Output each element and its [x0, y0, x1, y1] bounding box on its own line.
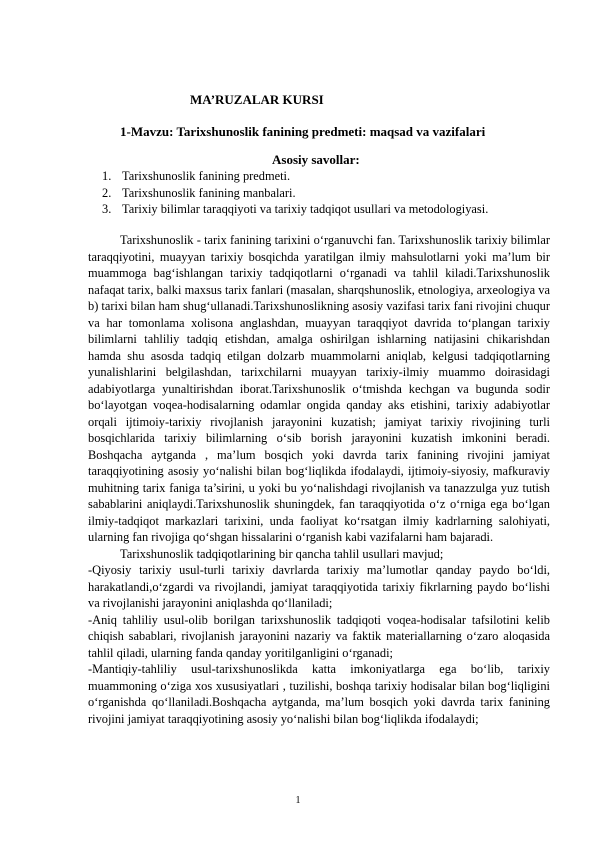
- paragraph-logical-method: -Mantiqiy-tahliliy usul-tarixshunoslikda katta imkoniyatlarga ega bo‘lib, tarixiy muammoning o‘ziga xos xususiyatlari , tuzilishi, boshqa tarixiy hodisalar bilan bog‘liqligini o‘rganishda qo‘llaniladi.Boshqacha aytganda, ma’lum bosqich yoki davrda tarix fanining rivojini jamiyat taraqqiyotining asosiy yo‘nalishi bilan bog‘liqlikda ifodalaydi;: [88, 662, 550, 726]
- question-number: 3.: [102, 202, 112, 216]
- question-number: 1.: [102, 169, 112, 183]
- question-item: [102, 201, 488, 218]
- paragraph-analytical-method: -Aniq tahliliy usul-olib borilgan tarixshunoslik tadqiqoti voqea-hodisalar tafsilotini kelib chiqish sabablari, rivojlanish jarayonini nazariy va faktik materiallarning o‘zaro aloqasida tahlil qiladi, ularning fanda qanday yoritilganligini o‘rganadi;: [88, 612, 550, 660]
- paragraph-comparative-method: -Qiyosiy tarixiy usul-turli tarixiy davrlarda tarixiy ma’lumotlar qanday paydo bo‘ldi, harakatlandi,o‘zgardi va rivojlandi, jamiyat taraqqiyotida tarixiy fikrlarning paydo bo‘lishi va rivojlanishi jarayonini aniqlashda qo‘llaniladi;: [88, 563, 550, 610]
- page-number: 1: [295, 795, 301, 806]
- question-text: Tarixiy bilimlar taraqqiyoti va tarixiy tadqiqot usullari va metodologiyasi.: [122, 202, 489, 216]
- question-item: [102, 185, 488, 202]
- body-text: [88, 232, 550, 727]
- question-text: Tarixshunoslik fanining manbalari.: [122, 185, 296, 200]
- questions-heading: Asosiy savollar:: [272, 152, 360, 167]
- question-number: 2.: [102, 185, 112, 200]
- questions-list: [102, 168, 488, 218]
- question-item: [102, 168, 488, 185]
- paragraph-methods-intro: Tarixshunoslik tadqiqotlarining bir qancha tahlil usullari mavjud;: [120, 546, 444, 561]
- question-text: Tarixshunoslik fanining predmeti.: [122, 169, 291, 183]
- lecture-title: 1-Mavzu: Tarixshunoslik fanining predmeti: maqsad va vazifalari: [120, 124, 486, 139]
- course-title: MA’RUZALAR KURSI: [190, 92, 324, 107]
- paragraph-intro: Tarixshunoslik - tarix fanining tarixini o‘rganuvchi fan. Tarixshunoslik tarixiy bilimlar taraqqiyotini, muayyan tarixiy bosqichda yaratilgan ilmiy mahsulotlarni yoki ma’lum bir muammoga bag‘ishlangan tarixiy tadqiqotlarni o‘rganadi va tahlil kiladi.Tarixshunoslik nafaqat tarix, balki maxsus tarix fanlari (masalan, sharqshunoslik, etnologiya, arxeologiya va b) tarixi bilan ham shug‘ullanadi.Tarixshunoslikning asosiy vazifasi tarix fani rivojini chuqur va har tomonlama xolisona anglashdan, muayyan taraqqiyot davrida to‘plangan tarixiy bilimlarni tahliliy tadqiq etishdan, amalga oshirilgan ishlarning natijasini chikarishdan hamda shu asosda tadqiq etilgan dolzarb muammolarni aniqlab, kelgusi tadqiqotlarning yunalishlarini belgilashdan, tarixchilarni muayyan tarixiy-ilmiy muammo doirasidagi adabiyotlarga yunaltirishdan iborat.Tarixshunoslik o‘tmishda kechgan va bugunda sodir bo‘layotgan voqea-hodisalarning odamlar ongida qanday aks etishini, tarixiy adabiyotlar orqali ijtimoiy-tarixiy rivojlanish jarayonini kuzatish; jamiyat tarixiy rivojining turli bosqichlarida tarixiy bilimlarning o‘sib borish jarayonini kuzatish imkonini beradi. Boshqacha aytganda , ma’lum bosqich yoki davrda tarix fanining rivojini jamiyat taraqqiyotining asosiy yo‘nalishi bilan bog‘liqlikda ifodalaydi, ijtimoiy-siyosiy, mafkuraviy muhitning tarix faniga ta’sirini, u yoki bu yo‘nalishdagi rivojlanish va tanazzulga yuz tutish sabablarini aniqlaydi.Tarixshunoslik shuningdek, fan taraqqiyotida o‘z o‘rniga ega bo‘lgan ilmiy-tadqiqot markazlari tarixini, unda faoliyat ko‘rsatgan ilmiy kadrlarning salohiyati, ularning fan rivojiga qo‘shgan hissalarini o‘rganish kabi vazifalarni ham bajaradi.: [88, 233, 550, 544]
